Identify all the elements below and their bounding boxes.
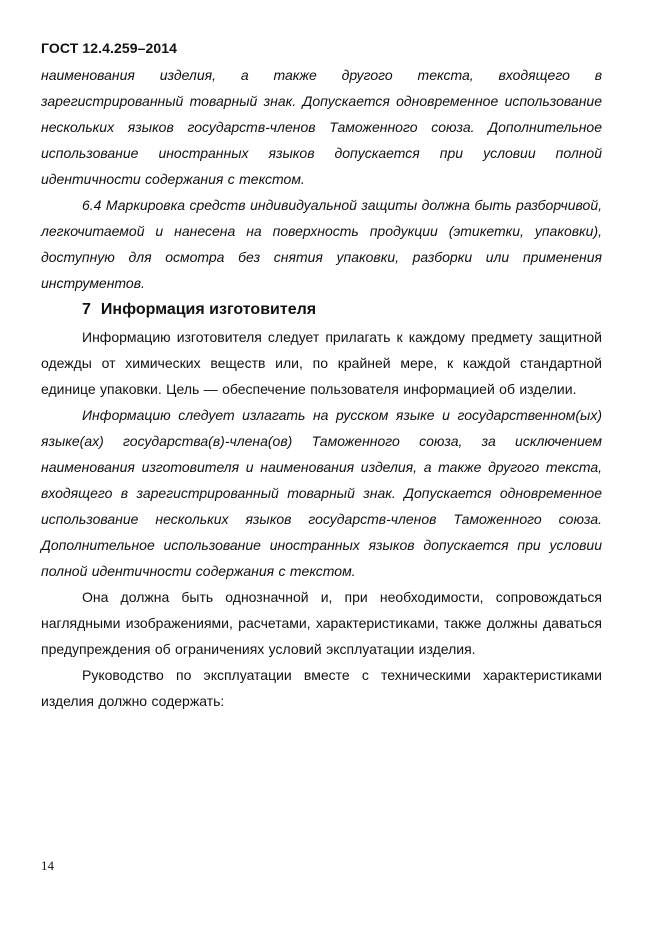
paragraph-clarity: Она должна быть однозначной и, при необходимости, сопровождаться наглядными изображениями, расчетами, характеристиками, также должны даваться предупреждения об ограничениях условий эксплуатации изделия. xyxy=(41,589,602,657)
paragraph-language-requirements: Информацию следует излагать на русском языке и государственном(ых) языке(ах) государства(в)-члена(ов) Таможенного союза, за исключением наименования изготовителя и наименования изделия, а также другого текста, входящего в зарегистрированный товарный знак. Допускается одновременное использование нескольких языков государств-членов Таможенного союза. Дополнительное использование иностранных языков допускается при условии полной идентичности содержания с текстом. xyxy=(41,407,602,579)
document-header xyxy=(41,40,177,56)
paragraph-manual-contents: Руководство по эксплуатации вместе с техническими характеристиками изделия должно содержать: xyxy=(41,667,602,709)
section-number: 7 xyxy=(82,301,91,318)
document-body xyxy=(41,62,602,714)
section-title: Информация изготовителя xyxy=(100,301,317,318)
paragraph-clause-6-4: 6.4 Маркировка средств индивидуальной защиты должна быть разборчивой, легкочитаемой и нанесена на поверхность продукции (этикетки, упаковки), доступную для осмотра без снятия упаковки, разборки или применения инструментов. xyxy=(41,197,602,291)
standard-designation: ГОСТ 12.4.259–2014 xyxy=(41,40,178,56)
page-number: 14 xyxy=(41,858,54,873)
section-heading xyxy=(41,296,602,324)
paragraph-manufacturer-info: Информацию изготовителя следует прилагать к каждому предмету защитной одежды от химических веществ или, по крайней мере, к каждой стандартной единице упаковки. Цель — обеспечение пользователя информацией об изделии. xyxy=(41,329,602,397)
paragraph-continuation: наименования изделия, а также другого текста, входящего в зарегистрированный товарный знак. Допускается одновременное использование нескольких языков государств-членов Таможенного союза. Дополнительное использование иностранных языков допускается при условии полной идентичности содержания с текстом. xyxy=(41,67,602,187)
